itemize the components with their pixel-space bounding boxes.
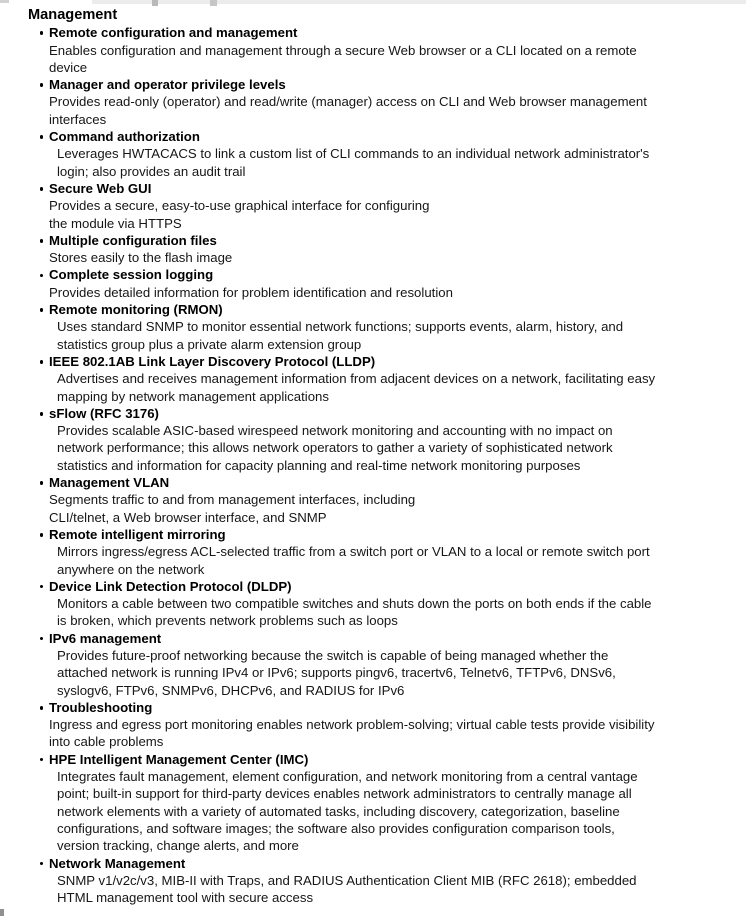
feature-item — [0, 180, 746, 232]
cropped-previous-row-remnant — [0, 0, 746, 7]
feature-description-line: Ingress and egress port monitoring enables network problem-solving; virtual cable tests provide visibility — [49, 717, 655, 733]
feature-description-line: Monitors a cable between two compatible switches and shuts down the ports on both ends if the cable — [57, 596, 652, 612]
feature-title: sFlow (RFC 3176) — [49, 405, 159, 421]
feature-item — [0, 232, 746, 267]
feature-title: Secure Web GUI — [49, 180, 152, 196]
feature-description-line: anywhere on the network — [57, 561, 205, 577]
bullet-icon — [40, 412, 44, 416]
feature-title-line — [49, 128, 746, 145]
feature-description — [0, 370, 746, 405]
bullet-icon — [40, 533, 44, 537]
feature-description-line: login; also provides an audit trail — [57, 163, 246, 179]
bullet-icon — [40, 31, 44, 35]
crop-text-fragment — [210, 0, 217, 6]
feature-title: Remote monitoring (RMON) — [49, 302, 223, 318]
feature-title: Command authorization — [49, 129, 200, 145]
bullet-icon — [40, 706, 44, 710]
feature-title-line — [49, 526, 746, 543]
feature-title: Remote configuration and management — [49, 25, 298, 41]
feature-description-line: into cable problems — [49, 734, 164, 750]
feature-description — [0, 872, 746, 907]
feature-description-line: Provides read-only (operator) and read/write (manager) access on CLI and Web browser management — [49, 94, 647, 110]
section-heading: Management — [28, 7, 118, 23]
feature-description-line: Uses standard SNMP to monitor essential network functions; supports events, alarm, history, and — [57, 319, 624, 335]
feature-description-line: the module via HTTPS — [49, 215, 182, 231]
feature-title: Multiple configuration files — [49, 232, 217, 248]
feature-item — [0, 128, 746, 180]
feature-item — [0, 751, 746, 855]
feature-item — [0, 699, 746, 751]
feature-description-line: Integrates fault management, element configuration, and network monitoring from a central vantage — [57, 769, 638, 785]
feature-description-line: Segments traffic to and from management interfaces, including — [49, 492, 416, 508]
feature-description — [0, 249, 746, 266]
crop-band-fragment — [92, 0, 746, 4]
crop-corner-fragment — [0, 0, 9, 3]
bullet-icon — [40, 758, 44, 762]
feature-description — [0, 543, 746, 578]
feature-description-line: Provides scalable ASIC-based wirespeed network monitoring and accounting with no impact on — [57, 423, 613, 439]
feature-description-line: syslogv6, FTPv6, SNMPv6, DHCPv6, and RADIUS for IPv6 — [57, 682, 405, 698]
feature-title-line — [49, 232, 746, 249]
feature-title-line — [49, 266, 746, 283]
feature-description-line: mapping by network management applications — [57, 388, 329, 404]
feature-description-line: device — [49, 59, 88, 75]
feature-description-line: Enables configuration and management through a secure Web browser or a CLI located on a remote — [49, 42, 637, 58]
feature-title-line — [49, 301, 746, 318]
feature-description-line: Stores easily to the flash image — [49, 250, 233, 266]
feature-description — [0, 145, 746, 180]
feature-description — [0, 318, 746, 353]
feature-list — [0, 24, 746, 906]
feature-description-line: configurations, and software images; the software also provides configuration comparison tools, — [57, 820, 615, 836]
feature-item — [0, 630, 746, 699]
feature-title-line — [49, 578, 746, 595]
bullet-icon — [40, 187, 44, 191]
bullet-icon — [40, 481, 44, 485]
feature-item — [0, 474, 746, 526]
feature-title: IEEE 802.1AB Link Layer Discovery Protocol (LLDP) — [49, 353, 376, 369]
feature-item — [0, 405, 746, 474]
feature-description-line: statistics group plus a private alarm extension group — [57, 336, 362, 352]
feature-description — [0, 716, 746, 751]
feature-title: IPv6 management — [49, 630, 162, 646]
feature-title: Complete session logging — [49, 267, 214, 283]
feature-description-line: attached network is running IPv4 or IPv6; supports pingv6, tracertv6, Telnetv6, TFTPv6, DNSv6, — [57, 665, 616, 681]
feature-description-line: SNMP v1/v2c/v3, MIB-II with Traps, and RADIUS Authentication Client MIB (RFC 2618); embedded — [57, 872, 637, 888]
bullet-icon — [40, 274, 44, 278]
feature-item — [0, 855, 746, 907]
feature-title: Troubleshooting — [49, 699, 153, 715]
feature-description — [0, 42, 746, 77]
feature-title-line — [49, 474, 746, 491]
feature-description-line: Provides detailed information for problem identification and resolution — [49, 284, 453, 300]
feature-description — [0, 768, 746, 854]
feature-description-line: point; built-in support for third-party devices enables network administrators to centrally manage all — [57, 786, 632, 802]
bullet-icon — [40, 83, 44, 87]
bullet-icon — [40, 308, 44, 312]
feature-description-line: Provides a secure, easy-to-use graphical interface for configuring — [49, 198, 430, 214]
feature-description — [0, 197, 746, 232]
feature-title: Network Management — [49, 855, 186, 871]
feature-title: Device Link Detection Protocol (DLDP) — [49, 578, 292, 594]
feature-title-line — [49, 855, 746, 872]
bullet-icon — [40, 862, 44, 866]
feature-title: Manager and operator privilege levels — [49, 77, 286, 93]
feature-item — [0, 24, 746, 76]
feature-title-line — [49, 353, 746, 370]
feature-description-line: network elements with a variety of automated tasks, including discovery, categorization, baseline — [57, 803, 620, 819]
feature-description — [0, 93, 746, 128]
feature-item — [0, 578, 746, 630]
feature-title-line — [49, 630, 746, 647]
bullet-icon — [40, 637, 44, 641]
feature-description-line: statistics and information for capacity planning and real-time network monitoring purposes — [57, 457, 581, 473]
bullet-icon — [40, 585, 44, 589]
feature-description — [0, 595, 746, 630]
feature-title-line — [49, 76, 746, 93]
feature-description-line: HTML management tool with secure access — [57, 890, 314, 906]
feature-description — [0, 284, 746, 301]
bullet-icon — [40, 135, 44, 139]
feature-description — [0, 422, 746, 474]
feature-item — [0, 353, 746, 405]
feature-description-line: Provides future-proof networking because the switch is capable of being managed whether the — [57, 647, 609, 663]
feature-item — [0, 266, 746, 301]
feature-title: Remote intelligent mirroring — [49, 526, 226, 542]
crop-text-fragment — [152, 0, 158, 6]
feature-title-line — [49, 751, 746, 768]
feature-description-line: is broken, which prevents network problems such as loops — [57, 613, 398, 629]
feature-description-line: Leverages HWTACACS to link a custom list of CLI commands to an individual network administrator's — [57, 146, 650, 162]
bullet-icon — [40, 360, 44, 364]
feature-description-line: network performance; this allows network operators to gather a variety of sophisticated network — [57, 440, 613, 456]
feature-title: HPE Intelligent Management Center (IMC) — [49, 751, 309, 767]
crop-bottom-fragment — [0, 909, 4, 916]
feature-title: Management VLAN — [49, 475, 170, 491]
feature-description-line: Advertises and receives management information from adjacent devices on a network, facilitating easy — [57, 371, 656, 387]
feature-description-line: interfaces — [49, 111, 107, 127]
feature-description-line: CLI/telnet, a Web browser interface, and SNMP — [49, 509, 327, 525]
feature-item — [0, 526, 746, 578]
feature-description — [0, 647, 746, 699]
feature-item — [0, 76, 746, 128]
feature-title-line — [49, 180, 746, 197]
feature-item — [0, 301, 746, 353]
bullet-icon — [40, 239, 44, 243]
feature-title-line — [49, 24, 746, 41]
feature-description-line: version tracking, change alerts, and more — [57, 838, 299, 854]
feature-description-line: Mirrors ingress/egress ACL-selected traffic from a switch port or VLAN to a local or remote switch port — [57, 544, 650, 560]
feature-title-line — [49, 405, 746, 422]
feature-description — [0, 491, 746, 526]
feature-title-line — [49, 699, 746, 716]
